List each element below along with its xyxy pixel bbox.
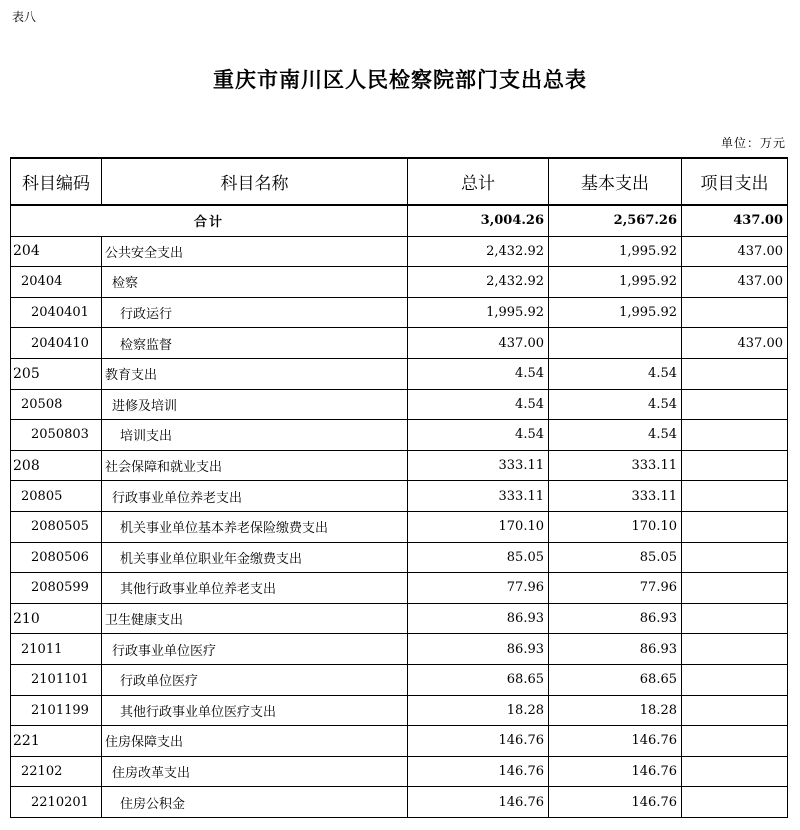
row-basic: 146.76	[549, 756, 682, 787]
row-basic: 170.10	[549, 511, 682, 542]
total-project: 437.00	[682, 205, 788, 236]
row-code: 2080505	[11, 511, 102, 542]
row-total: 4.54	[408, 389, 549, 420]
row-name: 公共安全支出	[102, 236, 408, 267]
row-project	[682, 450, 788, 481]
row-basic	[549, 328, 682, 359]
table-row	[11, 726, 788, 757]
row-total: 333.11	[408, 450, 549, 481]
row-project	[682, 634, 788, 665]
row-name: 社会保障和就业支出	[102, 450, 408, 481]
row-total: 4.54	[408, 420, 549, 451]
row-total: 170.10	[408, 511, 549, 542]
row-total: 2,432.92	[408, 236, 549, 267]
row-project: 437.00	[682, 267, 788, 298]
table-row	[11, 389, 788, 420]
row-total: 1,995.92	[408, 297, 549, 328]
row-basic: 1,995.92	[549, 297, 682, 328]
row-project: 437.00	[682, 236, 788, 267]
header-project: 项目支出	[682, 158, 788, 205]
table-row	[11, 297, 788, 328]
row-basic: 85.05	[549, 542, 682, 573]
row-project	[682, 511, 788, 542]
row-name: 其他行政事业单位养老支出	[102, 573, 408, 604]
row-total: 4.54	[408, 358, 549, 389]
row-project	[682, 664, 788, 695]
row-basic: 4.54	[549, 389, 682, 420]
row-project	[682, 358, 788, 389]
row-name: 检察监督	[102, 328, 408, 359]
header-row	[11, 158, 788, 205]
row-basic: 333.11	[549, 481, 682, 512]
table-row	[11, 664, 788, 695]
row-code: 2040401	[11, 297, 102, 328]
row-basic: 86.93	[549, 603, 682, 634]
row-total: 18.28	[408, 695, 549, 726]
table-row	[11, 756, 788, 787]
table-header	[11, 158, 788, 205]
row-name: 其他行政事业单位医疗支出	[102, 695, 408, 726]
row-name: 机关事业单位基本养老保险缴费支出	[102, 511, 408, 542]
total-label: 合计	[11, 205, 408, 236]
table-row	[11, 267, 788, 298]
page-title: 重庆市南川区人民检察院部门支出总表	[213, 67, 587, 92]
row-name: 行政单位医疗	[102, 664, 408, 695]
row-code: 2210201	[11, 787, 102, 818]
row-code: 2040410	[11, 328, 102, 359]
row-basic: 1,995.92	[549, 236, 682, 267]
header-total: 总计	[408, 158, 549, 205]
header-basic: 基本支出	[549, 158, 682, 205]
row-project	[682, 542, 788, 573]
row-code: 22102	[11, 756, 102, 787]
row-name: 住房保障支出	[102, 726, 408, 757]
row-code: 205	[11, 358, 102, 389]
row-total: 146.76	[408, 726, 549, 757]
unit-label: 单位：万元	[720, 136, 786, 150]
row-project	[682, 695, 788, 726]
row-total: 333.11	[408, 481, 549, 512]
table-row	[11, 787, 788, 818]
row-name: 卫生健康支出	[102, 603, 408, 634]
row-project	[682, 481, 788, 512]
row-name: 行政事业单位医疗	[102, 634, 408, 665]
row-total: 86.93	[408, 634, 549, 665]
row-project	[682, 573, 788, 604]
row-basic: 1,995.92	[549, 267, 682, 298]
row-basic: 4.54	[549, 358, 682, 389]
expenditure-table	[10, 157, 788, 818]
table-row	[11, 420, 788, 451]
row-project	[682, 420, 788, 451]
row-basic: 68.65	[549, 664, 682, 695]
row-code: 20508	[11, 389, 102, 420]
row-total: 85.05	[408, 542, 549, 573]
table-row	[11, 328, 788, 359]
row-project	[682, 389, 788, 420]
row-code: 21011	[11, 634, 102, 665]
table-row	[11, 603, 788, 634]
total-row	[11, 205, 788, 236]
row-project	[682, 297, 788, 328]
row-name: 教育支出	[102, 358, 408, 389]
row-total: 68.65	[408, 664, 549, 695]
row-name: 机关事业单位职业年金缴费支出	[102, 542, 408, 573]
row-basic: 86.93	[549, 634, 682, 665]
table-row	[11, 511, 788, 542]
row-code: 2101101	[11, 664, 102, 695]
row-project	[682, 787, 788, 818]
header-name: 科目名称	[102, 158, 408, 205]
row-name: 住房改革支出	[102, 756, 408, 787]
row-basic: 146.76	[549, 726, 682, 757]
total-total: 3,004.26	[408, 205, 549, 236]
row-total: 86.93	[408, 603, 549, 634]
row-total: 2,432.92	[408, 267, 549, 298]
row-basic: 77.96	[549, 573, 682, 604]
row-project	[682, 603, 788, 634]
row-total: 437.00	[408, 328, 549, 359]
row-basic: 333.11	[549, 450, 682, 481]
row-code: 204	[11, 236, 102, 267]
row-code: 2101199	[11, 695, 102, 726]
row-name: 培训支出	[102, 420, 408, 451]
table-row	[11, 358, 788, 389]
row-basic: 146.76	[549, 787, 682, 818]
row-name: 行政运行	[102, 297, 408, 328]
row-code: 208	[11, 450, 102, 481]
row-project: 437.00	[682, 328, 788, 359]
row-total: 146.76	[408, 756, 549, 787]
row-total: 146.76	[408, 787, 549, 818]
row-code: 2080506	[11, 542, 102, 573]
row-total: 77.96	[408, 573, 549, 604]
table-row	[11, 542, 788, 573]
total-basic: 2,567.26	[549, 205, 682, 236]
row-code: 20805	[11, 481, 102, 512]
row-code: 20404	[11, 267, 102, 298]
table-row	[11, 236, 788, 267]
row-name: 住房公积金	[102, 787, 408, 818]
table-body	[11, 205, 788, 817]
row-code: 221	[11, 726, 102, 757]
row-code: 2080599	[11, 573, 102, 604]
table-row	[11, 450, 788, 481]
row-project	[682, 756, 788, 787]
table-row	[11, 573, 788, 604]
table-row	[11, 695, 788, 726]
row-name: 检察	[102, 267, 408, 298]
row-name: 进修及培训	[102, 389, 408, 420]
table-row	[11, 634, 788, 665]
row-code: 210	[11, 603, 102, 634]
row-project	[682, 726, 788, 757]
table-row	[11, 481, 788, 512]
row-basic: 4.54	[549, 420, 682, 451]
header-code: 科目编码	[11, 158, 102, 205]
row-code: 2050803	[11, 420, 102, 451]
row-basic: 18.28	[549, 695, 682, 726]
row-name: 行政事业单位养老支出	[102, 481, 408, 512]
table-label: 表八	[12, 10, 37, 24]
